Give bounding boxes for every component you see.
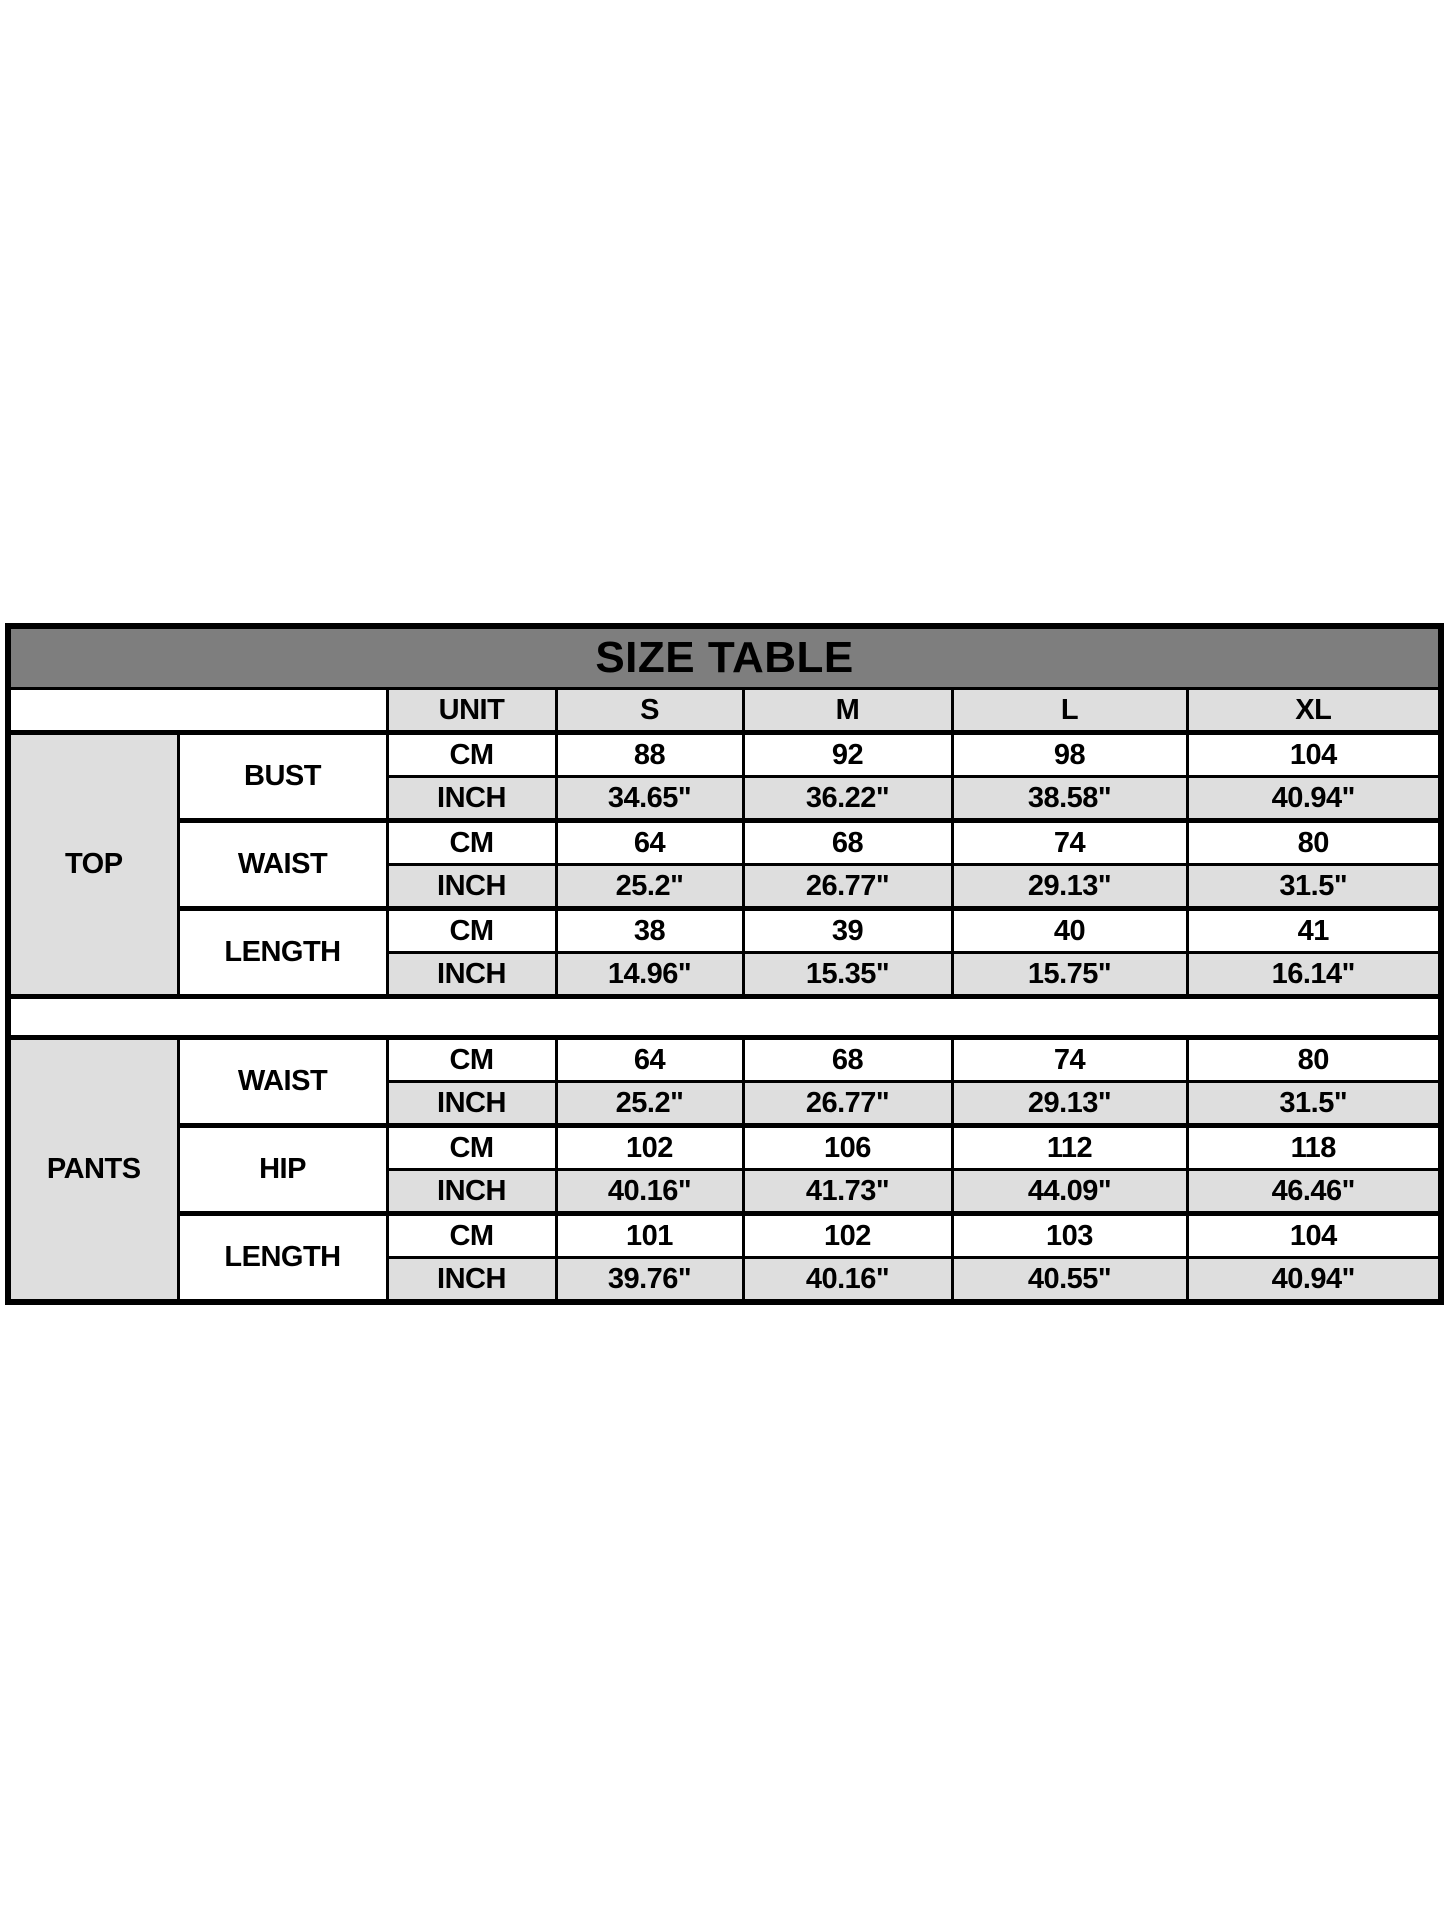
measure-cell-pants-length: LENGTH	[178, 1214, 387, 1303]
value-cell: 25.2"	[556, 865, 743, 909]
value-cell: 41	[1187, 909, 1441, 953]
unit-cell-cm: CM	[387, 909, 556, 953]
measure-cell-pants-waist: WAIST	[178, 1038, 387, 1126]
value-cell: 14.96"	[556, 953, 743, 997]
value-cell: 80	[1187, 821, 1441, 865]
unit-cell-inch: INCH	[387, 953, 556, 997]
unit-cell-cm: CM	[387, 1038, 556, 1082]
value-cell: 92	[743, 733, 952, 777]
value-cell: 25.2"	[556, 1082, 743, 1126]
value-cell: 31.5"	[1187, 865, 1441, 909]
unit-cell-cm: CM	[387, 1126, 556, 1170]
value-cell: 40.16"	[743, 1258, 952, 1303]
value-cell: 64	[556, 821, 743, 865]
measure-cell-top-length: LENGTH	[178, 909, 387, 997]
value-cell: 15.75"	[952, 953, 1187, 997]
value-cell: 40.16"	[556, 1170, 743, 1214]
value-cell: 102	[743, 1214, 952, 1258]
value-cell: 106	[743, 1126, 952, 1170]
value-cell: 15.35"	[743, 953, 952, 997]
value-cell: 74	[952, 821, 1187, 865]
unit-cell-inch: INCH	[387, 1170, 556, 1214]
size-table-title: SIZE TABLE	[8, 626, 1441, 689]
value-cell: 40.94"	[1187, 777, 1441, 821]
corner-empty-cell	[8, 689, 387, 733]
value-cell: 64	[556, 1038, 743, 1082]
value-cell: 68	[743, 1038, 952, 1082]
unit-cell-inch: INCH	[387, 865, 556, 909]
size-header-xl: XL	[1187, 689, 1441, 733]
value-cell: 68	[743, 821, 952, 865]
size-header-m: M	[743, 689, 952, 733]
unit-cell-cm: CM	[387, 821, 556, 865]
value-cell: 40.94"	[1187, 1258, 1441, 1303]
value-cell: 104	[1187, 733, 1441, 777]
size-header-s: S	[556, 689, 743, 733]
value-cell: 40.55"	[952, 1258, 1187, 1303]
value-cell: 44.09"	[952, 1170, 1187, 1214]
section-spacer	[8, 997, 1441, 1038]
value-cell: 36.22"	[743, 777, 952, 821]
value-cell: 29.13"	[952, 865, 1187, 909]
value-cell: 46.46"	[1187, 1170, 1441, 1214]
unit-cell-cm: CM	[387, 733, 556, 777]
size-header-l: L	[952, 689, 1187, 733]
value-cell: 103	[952, 1214, 1187, 1258]
unit-cell-cm: CM	[387, 1214, 556, 1258]
value-cell: 102	[556, 1126, 743, 1170]
value-cell: 98	[952, 733, 1187, 777]
value-cell: 74	[952, 1038, 1187, 1082]
value-cell: 39.76"	[556, 1258, 743, 1303]
value-cell: 41.73"	[743, 1170, 952, 1214]
measure-cell-pants-hip: HIP	[178, 1126, 387, 1214]
measure-cell-top-waist: WAIST	[178, 821, 387, 909]
value-cell: 40	[952, 909, 1187, 953]
unit-cell-inch: INCH	[387, 777, 556, 821]
unit-cell-inch: INCH	[387, 1258, 556, 1303]
value-cell: 34.65"	[556, 777, 743, 821]
category-cell-top: TOP	[8, 733, 178, 997]
value-cell: 101	[556, 1214, 743, 1258]
value-cell: 16.14"	[1187, 953, 1441, 997]
value-cell: 88	[556, 733, 743, 777]
value-cell: 104	[1187, 1214, 1441, 1258]
value-cell: 39	[743, 909, 952, 953]
value-cell: 112	[952, 1126, 1187, 1170]
size-table	[5, 623, 1444, 1305]
value-cell: 29.13"	[952, 1082, 1187, 1126]
value-cell: 31.5"	[1187, 1082, 1441, 1126]
unit-cell-inch: INCH	[387, 1082, 556, 1126]
value-cell: 80	[1187, 1038, 1441, 1082]
unit-header-cell: UNIT	[387, 689, 556, 733]
value-cell: 26.77"	[743, 865, 952, 909]
measure-cell-top-bust: BUST	[178, 733, 387, 821]
value-cell: 118	[1187, 1126, 1441, 1170]
value-cell: 38.58"	[952, 777, 1187, 821]
category-cell-pants: PANTS	[8, 1038, 178, 1303]
value-cell: 38	[556, 909, 743, 953]
value-cell: 26.77"	[743, 1082, 952, 1126]
